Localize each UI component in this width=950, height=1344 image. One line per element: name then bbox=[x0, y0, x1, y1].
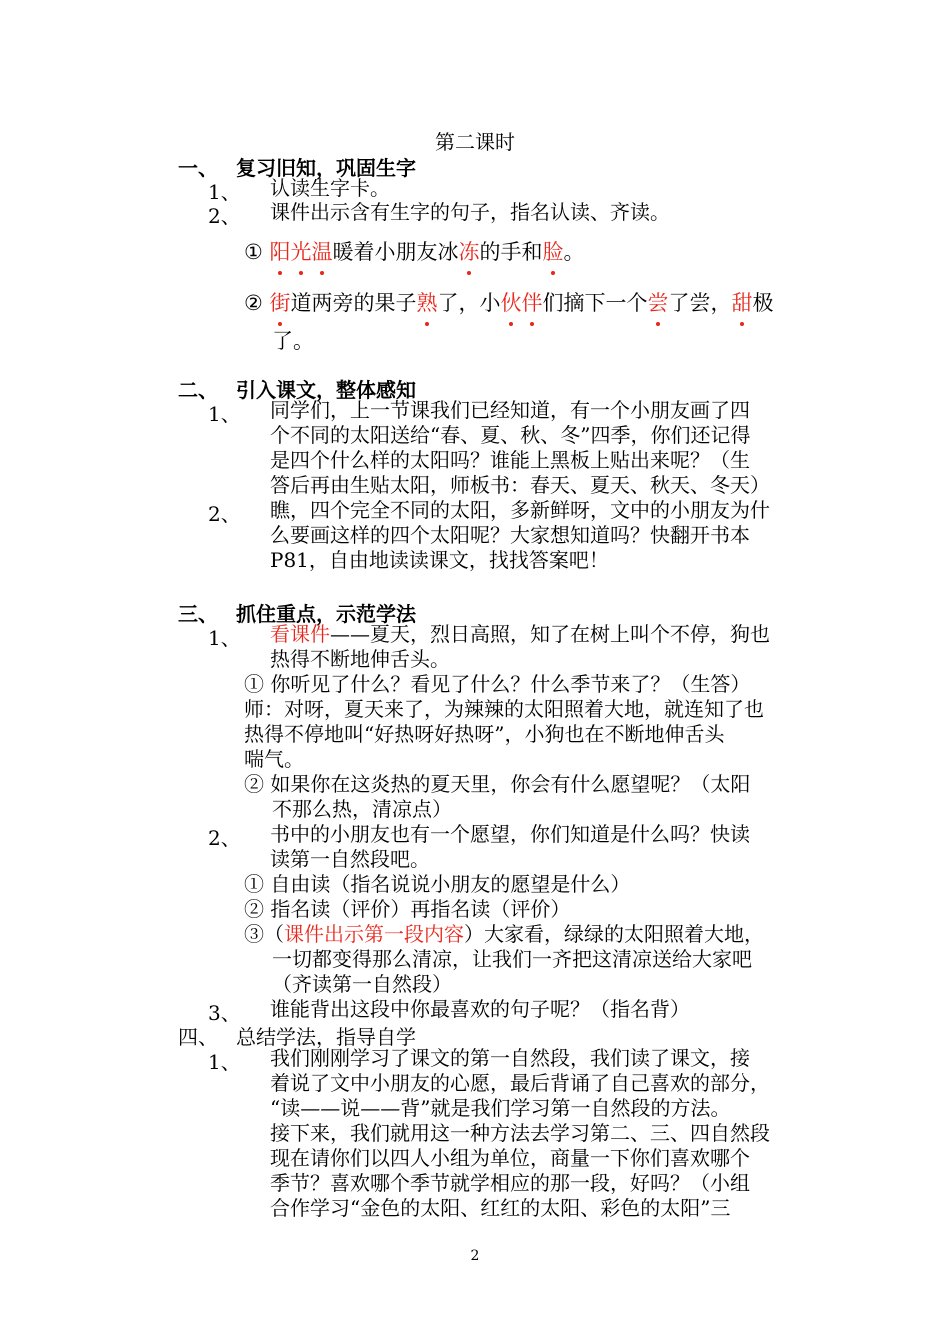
highlight-char: 尝 bbox=[648, 287, 669, 317]
text-line: （齐读第一自然段） bbox=[272, 972, 452, 996]
highlight-char: 伴 bbox=[522, 287, 543, 317]
s2-item-1-text bbox=[270, 398, 815, 498]
text-line: 合作学习“金色的太阳、红红的太阳、彩色的太阳”三 bbox=[270, 1196, 731, 1220]
section-1-title: 复习旧知，巩固生字 bbox=[236, 156, 416, 180]
sentence-text: 们摘下一个 bbox=[542, 291, 648, 315]
text-line: P81，自由地读读课文，找找答案吧！ bbox=[270, 548, 609, 572]
sentence-text: 道两旁的果子 bbox=[290, 291, 417, 315]
text-line: 接下来，我们就用这一种方法去学习第二、三、四自然段 bbox=[270, 1121, 770, 1145]
highlight-char: 甜 bbox=[732, 287, 753, 317]
text-line: ② 指名读（评价）再指名读（评价） bbox=[244, 897, 571, 921]
highlight-char: 阳 bbox=[270, 236, 291, 266]
text-line: 读第一自然段吧。 bbox=[270, 847, 430, 871]
highlight-char: 街 bbox=[270, 287, 291, 317]
s3-item-3-number: 3、 bbox=[208, 1001, 241, 1025]
s1-item-1-number: 1、 bbox=[208, 180, 241, 204]
s2-item-2-text bbox=[270, 498, 815, 573]
section-3-title: 抓住重点，示范学法 bbox=[236, 602, 416, 626]
s2-item-1-number: 1、 bbox=[208, 402, 241, 426]
section-1-number: 一、 bbox=[178, 156, 218, 180]
sentence-text: 。 bbox=[563, 240, 585, 264]
text-line: 答后再由生贴太阳，师板书：春天、夏天、秋天、冬天） bbox=[270, 473, 770, 497]
sentence-text: 了，小 bbox=[437, 291, 501, 315]
text-line: 谁能背出这段中你最喜欢的句子呢？（指名背） bbox=[270, 997, 690, 1021]
text-line: 瞧，四个完全不同的太阳，多新鲜呀，文中的小朋友为什 bbox=[270, 498, 770, 522]
highlight-char: 温 bbox=[312, 236, 333, 266]
text-line: 书中的小朋友也有一个愿望，你们知道是什么吗？快读 bbox=[270, 822, 750, 846]
highlight-char: 光 bbox=[291, 236, 312, 266]
s1-item-2-number: 2、 bbox=[208, 204, 241, 228]
s3-item-2-text bbox=[270, 822, 815, 872]
s1-item-1-line: 认读生字卡。 bbox=[270, 176, 390, 200]
text-line: ③（ bbox=[244, 922, 284, 946]
example-sentence-2 bbox=[244, 287, 774, 317]
section-2-title: 引入课文，整体感知 bbox=[236, 378, 416, 402]
highlight-char: 脸 bbox=[543, 236, 564, 266]
text-line: 我们刚刚学习了课文的第一自然段，我们读了课文，接 bbox=[270, 1046, 750, 1070]
text-line: 现在请你们以四人小组为单位，商量一下你们喜欢哪个 bbox=[270, 1146, 750, 1170]
s3-question-2 bbox=[244, 772, 814, 822]
section-3-number: 三、 bbox=[178, 602, 218, 626]
highlight-char: 冻 bbox=[459, 236, 480, 266]
s3-item-2-number: 2、 bbox=[208, 826, 241, 850]
highlight-char: 熟 bbox=[417, 287, 438, 317]
example-sentence-2-continuation: 了。 bbox=[272, 329, 314, 353]
text-line: 季节？喜欢哪个季节就学相应的那一段，好吗？（小组 bbox=[270, 1171, 750, 1195]
text-line: 个不同的太阳送给“春、夏、秋、冬”四季，你们还记得 bbox=[270, 423, 751, 447]
text-line: 不那么热，清凉点） bbox=[272, 797, 452, 821]
highlight-char: 伙 bbox=[501, 287, 522, 317]
s3-item-1-number: 1、 bbox=[208, 626, 241, 650]
sentence-text: 的手和 bbox=[479, 240, 543, 264]
text-line: ① 你听见了什么？看见了什么？什么季节来了？（生答） bbox=[244, 672, 751, 696]
s3-question-1 bbox=[244, 672, 814, 772]
page-number: 2 bbox=[470, 1248, 480, 1264]
text-line: 是四个什么样的太阳吗？谁能上黑板上贴出来呢？（生 bbox=[270, 448, 750, 472]
text-line: 同学们，上一节课我们已经知道，有一个小朋友画了四 bbox=[270, 398, 750, 422]
text-line: ）大家看，绿绿的太阳照着大地， bbox=[464, 922, 764, 946]
courseware-highlight: 看课件 bbox=[270, 622, 330, 646]
s3-reading-steps bbox=[244, 872, 814, 997]
sentence-2-marker: ② bbox=[244, 291, 263, 315]
example-sentence-1 bbox=[244, 236, 585, 266]
s1-item-1-text bbox=[270, 176, 815, 201]
s2-item-2-number: 2、 bbox=[208, 502, 241, 526]
s3-item-1-text bbox=[270, 622, 815, 672]
text-line: 喘气。 bbox=[244, 747, 304, 771]
text-line: “读——说——背”就是我们学习第一自然段的方法。 bbox=[270, 1096, 731, 1120]
sentence-text: 极 bbox=[752, 291, 774, 315]
s1-item-2-line: 课件出示含有生字的句子，指名认读、齐读。 bbox=[270, 200, 670, 224]
courseware-highlight: 课件出示第一段内容 bbox=[284, 922, 464, 946]
text-line: 着说了文中小朋友的心愿，最后背诵了自己喜欢的部分， bbox=[270, 1071, 770, 1095]
section-2-number: 二、 bbox=[178, 378, 218, 402]
sentence-text: 暖着小朋友冰 bbox=[332, 240, 459, 264]
text-line: ——夏天，烈日高照，知了在树上叫个不停，狗也 bbox=[330, 622, 770, 646]
page-title: 第二课时 bbox=[435, 130, 515, 154]
s3-item-3-text bbox=[270, 997, 815, 1022]
text-line: 热得不断地伸舌头。 bbox=[270, 647, 450, 671]
section-4-number: 四、 bbox=[178, 1025, 218, 1049]
text-line: ② 如果你在这炎热的夏天里，你会有什么愿望呢？（太阳 bbox=[244, 772, 751, 796]
sentence-1-marker: ① bbox=[244, 240, 263, 264]
text-line: 么要画这样的四个太阳呢？大家想知道吗？快翻开书本 bbox=[270, 523, 750, 547]
text-line: 一切都变得那么清凉，让我们一齐把这清凉送给大家吧 bbox=[272, 947, 752, 971]
text-line: ① 自由读（指名说说小朋友的愿望是什么） bbox=[244, 872, 631, 896]
section-4-title: 总结学法，指导自学 bbox=[236, 1025, 416, 1049]
text-line: 师：对呀，夏天来了，为辣辣的太阳照着大地，就连知了也 bbox=[244, 697, 764, 721]
s1-item-2-text bbox=[270, 200, 815, 225]
s4-item-1-number: 1、 bbox=[208, 1050, 241, 1074]
s4-item-1-text bbox=[270, 1046, 815, 1221]
sentence-text: 了尝， bbox=[668, 291, 732, 315]
text-line: 热得不停地叫“好热呀好热呀”，小狗也在不断地伸舌头 bbox=[244, 722, 725, 746]
